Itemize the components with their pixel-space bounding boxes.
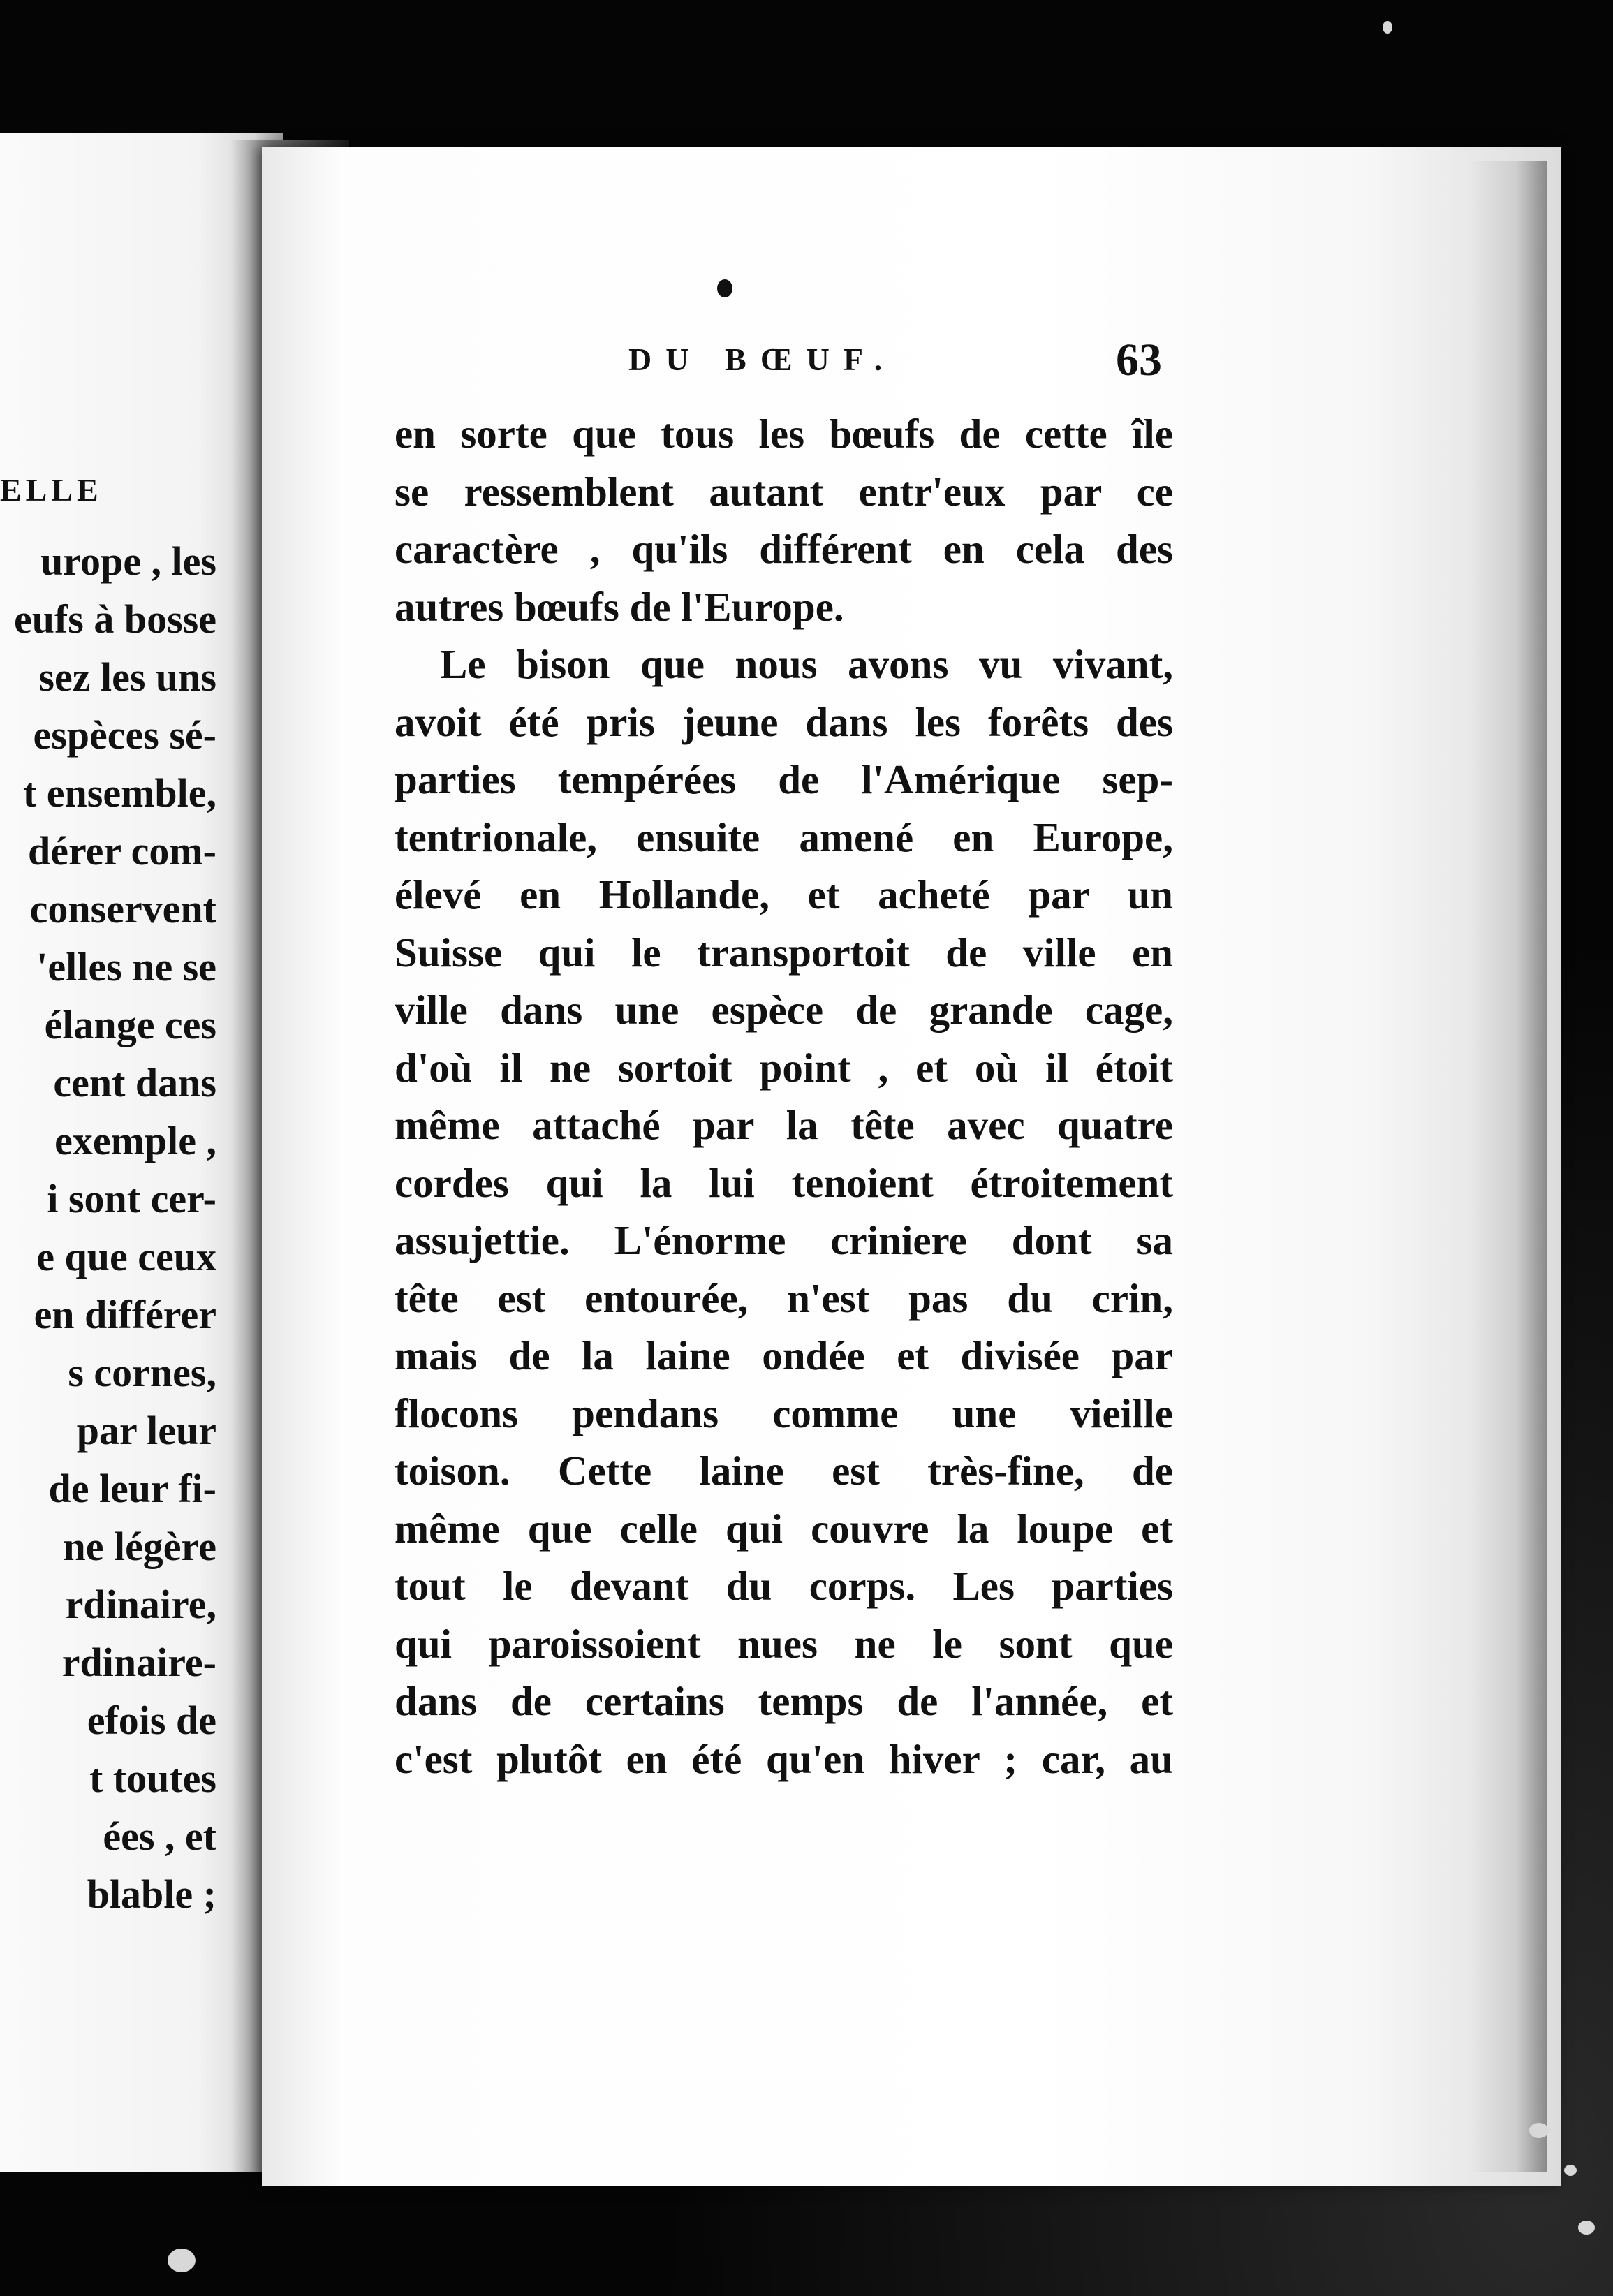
text-line: qui paroissoient nues ne le sont que — [395, 1620, 1173, 1667]
right-page-edge-shadow — [1470, 161, 1547, 2172]
text-line: même attaché par la tête avec quatre — [395, 1102, 1173, 1148]
text-line: caractère , qu'ils différent en cela des — [395, 526, 1173, 572]
scan-speck — [1529, 2123, 1549, 2138]
text-line: en sorte que tous les bœufs de cette île — [395, 411, 1173, 457]
text-line: urope , les — [40, 538, 216, 584]
text-line: même que celle qui couvre la loupe et — [395, 1505, 1173, 1552]
text-line: c'est plutôt en été qu'en hiver ; car, au — [395, 1735, 1173, 1782]
text-line: toison. Cette laine est très-fine, de — [395, 1448, 1173, 1494]
text-line: ne légère — [63, 1524, 216, 1569]
text-line: s cornes, — [68, 1350, 216, 1395]
text-line: flocons pendans comme une vieille — [395, 1390, 1173, 1436]
text-line: par leur — [76, 1408, 216, 1453]
text-line: se ressemblent autant entr'eux par ce — [395, 468, 1173, 515]
text-line: ville dans une espèce de grande cage, — [395, 987, 1173, 1033]
left-page-text — [14, 532, 216, 1923]
text-line: élevé en Hollande, et acheté par un — [395, 871, 1173, 918]
text-line: e que ceux — [36, 1234, 216, 1279]
text-line: Le bison que nous avons vu vivant, — [440, 641, 1173, 687]
scan-speck — [1578, 2221, 1595, 2235]
text-line: sez les uns — [38, 654, 216, 700]
text-line: eufs à bosse — [13, 596, 216, 642]
text-line: en différer — [34, 1292, 216, 1337]
scan-speck — [1564, 2165, 1577, 2176]
text-line: ées , et — [103, 1813, 216, 1859]
text-line: dans de certains temps de l'année, et — [395, 1678, 1173, 1724]
text-line: cent dans — [53, 1060, 216, 1105]
text-line: Suisse qui le transportoit de ville en — [395, 929, 1173, 976]
text-line: cordes qui la lui tenoient étroitement — [395, 1159, 1173, 1206]
scan-speck — [1383, 21, 1392, 34]
text-line: rdinaire, — [65, 1582, 216, 1627]
text-line: d'où il ne sortoit point , et où il étoit — [395, 1044, 1173, 1091]
text-line: tête est entourée, n'est pas du crin, — [395, 1274, 1173, 1321]
text-line: assujettie. L'énorme criniere dont sa — [395, 1217, 1173, 1263]
text-line: conservent — [29, 886, 216, 932]
text-line: de leur fi- — [48, 1466, 216, 1511]
text-line: tentrionale, ensuite amené en Europe, — [395, 814, 1173, 860]
left-running-head: ELLE — [0, 472, 103, 508]
text-line: tout le devant du corps. Les parties — [395, 1563, 1173, 1609]
text-line: rdinaire- — [61, 1640, 216, 1685]
page-number: 63 — [1116, 334, 1162, 385]
running-head: DU BŒUF. — [628, 341, 897, 377]
page-body-text — [395, 405, 1173, 1788]
text-line: espèces sé- — [33, 712, 216, 758]
text-line: t toutes — [89, 1756, 216, 1801]
text-line: élange ces — [44, 1002, 216, 1047]
text-line: avoit été pris jeune dans les forêts des — [395, 698, 1173, 745]
text-line: i sont cer- — [47, 1176, 216, 1221]
ink-dot-ornament — [717, 279, 732, 297]
text-line: efois de — [87, 1698, 216, 1743]
scan-speck — [168, 2249, 196, 2272]
text-line: blable ; — [87, 1871, 216, 1917]
text-line: 'elles ne se — [36, 944, 216, 989]
text-line: autres bœufs de l'Europe. — [395, 583, 844, 630]
text-line: t ensemble, — [22, 770, 216, 816]
text-line: parties tempérées de l'Amérique sep- — [395, 756, 1173, 802]
text-line: dérer com- — [27, 828, 216, 874]
text-line: mais de la laine ondée et divisée par — [395, 1332, 1173, 1378]
text-line: exemple , — [54, 1118, 216, 1163]
